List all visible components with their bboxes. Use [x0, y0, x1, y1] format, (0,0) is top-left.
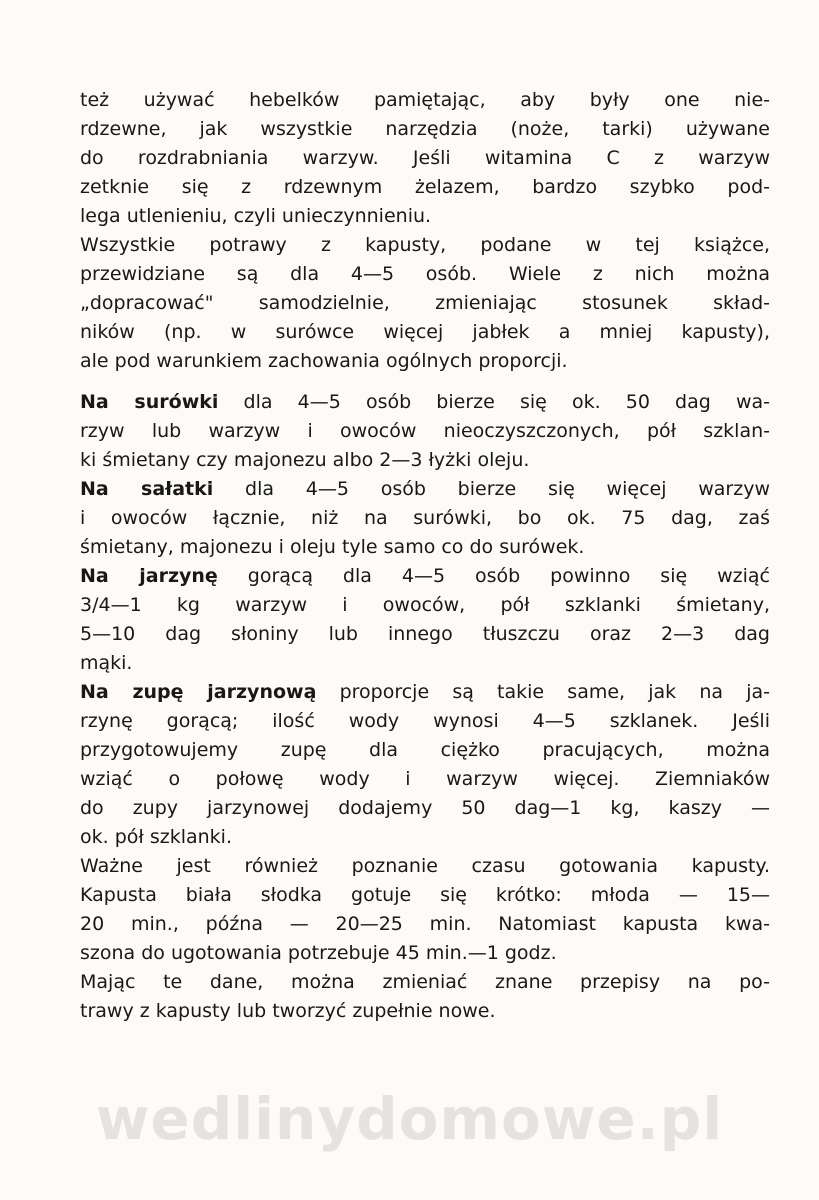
text-line: trawy z kapusty lub tworzyć zupełnie nowe. — [80, 1000, 496, 1022]
text-line: rdzewne, jak wszystkie narzędzia (noże, tarki) używane — [80, 118, 770, 140]
text-fragment: proporcje są takie same, jak na ja- — [316, 681, 770, 703]
page-text — [80, 86, 770, 1026]
text-line: Kapusta biała słodka gotuje się krótko: młoda — 15— — [80, 884, 770, 906]
text-line: ników (np. w surówce więcej jabłek a mniej kapusty), — [80, 321, 770, 343]
text-line — [80, 388, 770, 417]
text-line: przygotowujemy zupę dla ciężko pracujących, można — [80, 739, 770, 761]
text-line: rzynę gorącą; ilość wody wynosi 4—5 szklanek. Jeśli — [80, 710, 770, 732]
paragraph-closing — [80, 968, 770, 1026]
text-line: do zupy jarzynowej dodajemy 50 dag—1 kg, kaszy — — [80, 797, 770, 819]
text-line: „dopracować" samodzielnie, zmieniając stosunek skład- — [80, 292, 770, 314]
text-line: Mając te dane, można zmieniać znane przepisy na po- — [80, 971, 770, 993]
paragraph-portions — [80, 231, 770, 376]
text-line: śmietany, majonezu i oleju tyle samo co do surówek. — [80, 536, 585, 558]
text-line: ki śmietany czy majonezu albo 2—3 łyżki oleju. — [80, 449, 530, 471]
text-fragment: dla 4—5 osób bierze się ok. 50 dag wa- — [218, 391, 770, 413]
paragraph-lead: Na surówki — [80, 391, 219, 413]
paragraph-surowki — [80, 388, 770, 475]
text-line: przewidziane są dla 4—5 osób. Wiele z nich można — [80, 263, 770, 285]
text-line: Wszystkie potrawy z kapusty, podane w tej książce, — [80, 234, 770, 256]
paragraph-salatki — [80, 475, 770, 562]
paragraph-lead: Na zupę jarzynową — [80, 681, 317, 703]
text-line: też używać hebelków pamiętając, aby były one nie- — [80, 89, 770, 111]
text-fragment: dla 4—5 osób bierze się więcej warzyw — [213, 478, 770, 500]
text-line: i owoców łącznie, niż na surówki, bo ok. 75 dag, zaś — [80, 507, 770, 529]
text-line: 5—10 dag słoniny lub innego tłuszczu oraz 2—3 dag — [80, 623, 770, 645]
paragraph-jarzyna — [80, 562, 770, 678]
text-line: zetknie się z rdzewnym żelazem, bardzo szybko pod- — [80, 176, 770, 198]
text-fragment: gorącą dla 4—5 osób powinno się wziąć — [217, 565, 770, 587]
text-line: 20 min., późna — 20—25 min. Natomiast kapusta kwa- — [80, 913, 770, 935]
text-line: mąki. — [80, 652, 133, 674]
paragraph-zupa — [80, 678, 770, 852]
text-line: szona do ugotowania potrzebuje 45 min.—1 godz. — [80, 942, 557, 964]
paragraph-intro — [80, 86, 770, 231]
paragraph-lead: Na jarzynę — [80, 565, 218, 587]
text-line — [80, 678, 770, 707]
text-line: ok. pół szklanki. — [80, 826, 232, 848]
text-line: 3/4—1 kg warzyw i owoców, pół szklanki śmietany, — [80, 594, 770, 616]
paragraph-cooking-time — [80, 852, 770, 968]
text-line: wziąć o połowę wody i warzyw więcej. Ziemniaków — [80, 768, 770, 790]
paragraph-lead: Na sałatki — [80, 478, 214, 500]
text-line: Ważne jest również poznanie czasu gotowania kapusty. — [80, 855, 770, 877]
text-line: rzyw lub warzyw i owoców nieoczyszczonych, pół szklan- — [80, 420, 770, 442]
watermark-text: wedlinydomowe.pl — [95, 1085, 724, 1153]
text-line — [80, 562, 770, 591]
text-line: lega utlenieniu, czyli unieczynnieniu. — [80, 205, 432, 227]
text-line — [80, 475, 770, 504]
text-line: ale pod warunkiem zachowania ogólnych proporcji. — [80, 350, 568, 372]
text-line: do rozdrabniania warzyw. Jeśli witamina C z warzyw — [80, 147, 770, 169]
